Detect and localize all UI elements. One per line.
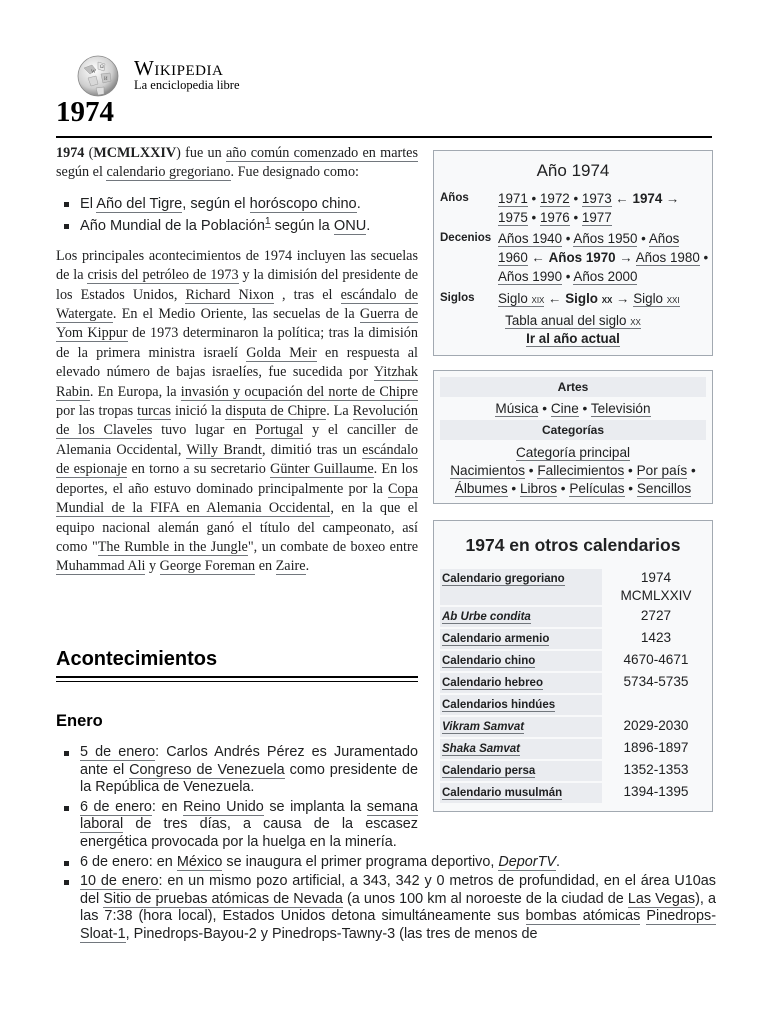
page-title: 1974 (56, 96, 114, 128)
text: y el canciller de Alemania Occidental, (56, 422, 418, 458)
separator: • (538, 401, 551, 416)
link-las-vegas[interactable]: Las Vegas (627, 890, 696, 907)
text: El (80, 195, 97, 212)
row-value (498, 289, 710, 310)
row-value (498, 189, 710, 227)
link-yitzhak-rabin[interactable]: Yitzhak Rabin (56, 364, 418, 400)
text: según la (270, 217, 334, 234)
text: . (356, 195, 361, 212)
link-5-enero[interactable]: 5 de enero (80, 744, 156, 760)
separator: • (624, 481, 637, 496)
arrow-left: ← (611, 191, 633, 206)
infobox-title: Año 1974 (536, 161, 610, 180)
svg-text:W: W (91, 70, 96, 75)
link-calendario-persa[interactable]: Calendario persa (442, 765, 536, 777)
link-calendario-musulman[interactable]: Calendario musulmán (442, 787, 563, 799)
text: . La (326, 403, 353, 420)
list-item (56, 854, 716, 872)
list-item (56, 744, 418, 797)
link-albumes[interactable]: Álbumes (454, 481, 508, 496)
table-row (440, 607, 708, 627)
wikipedia-globe-icon (74, 52, 122, 98)
bold-roman-year: MCMLXXIV (93, 145, 177, 161)
text: , en la que el equipo nacional alemán ganó el título del campeonato, así como " (56, 500, 418, 555)
wikipedia-tagline: La enciclopedia libre (134, 78, 240, 92)
separator: • (569, 191, 582, 206)
band-categorias: Categorías (440, 420, 706, 440)
separator: • (562, 269, 574, 284)
row-value (498, 229, 710, 286)
separator: • (527, 210, 540, 225)
calendar-label (440, 569, 602, 605)
link-portugal[interactable]: Portugal (255, 422, 304, 439)
link-richard-nixon[interactable]: Richard Nixon (185, 286, 274, 303)
link-fallecimientos[interactable]: Fallecimientos (537, 463, 625, 478)
list-item (80, 193, 418, 215)
section-divider (56, 676, 418, 682)
link-calendario-gregoriano-box[interactable]: Calendario gregoriano (442, 573, 565, 585)
link-anios-1980[interactable]: Años 1980 (635, 250, 700, 265)
table-row (440, 783, 708, 803)
wikipedia-wordmark: Wikipedia (134, 56, 224, 80)
calendar-label (440, 739, 602, 759)
link-crisis-petroleo[interactable]: crisis del petróleo de 1973 (87, 267, 239, 284)
calendar-value (602, 569, 708, 605)
calendar-value: 1896-1897 (623, 740, 689, 755)
link-yom-kippur[interactable]: Guerra de Yom Kippur (56, 306, 418, 342)
text: : Carlos Andrés Pérez es Juramentado ante el (80, 744, 418, 778)
arrow-right: → (612, 291, 634, 306)
text: Tabla anual del siglo (505, 313, 631, 328)
infobox-other-calendars (433, 520, 713, 812)
separator: • (687, 463, 696, 478)
table-row (440, 739, 708, 759)
link-sencillos[interactable]: Sencillos (636, 481, 692, 496)
infobox-title: 1974 en otros calendarios (465, 535, 681, 555)
band-artes: Artes (440, 377, 706, 397)
separator: • (507, 481, 520, 496)
text: , dimitió tras un (261, 441, 363, 458)
separator: • (569, 210, 582, 225)
separator: • (699, 250, 709, 265)
text: . En los deportes, el año estuvo dominado principalmente por la (56, 461, 418, 497)
calendar-label (440, 717, 602, 737)
text: Los principales acontecimientos de 1974 incluyen las secuelas de la (56, 247, 418, 284)
link-golda-meir[interactable]: Golda Meir (246, 344, 317, 361)
separator: • (637, 231, 649, 246)
text: en (255, 558, 276, 575)
arrow-left: ← (544, 291, 566, 306)
link-sitio-pruebas-nevada[interactable]: Sitio de pruebas atómicas de Nevada (103, 890, 343, 907)
text: tuvo lugar en (152, 422, 256, 439)
infobox-categories (433, 370, 713, 504)
designations-list (56, 193, 418, 237)
calendar-value: 1352-1353 (623, 762, 689, 777)
link-vikram-samvat[interactable]: Vikram Samvat (442, 721, 525, 733)
link-pinedrops-sloat[interactable]: Pinedrops-Sloat-1 (80, 908, 716, 942)
link-nacimientos[interactable]: Nacimientos (450, 463, 526, 478)
current-year: 1974 (632, 191, 663, 206)
separator: • (578, 401, 591, 416)
text: , tras el (273, 286, 341, 303)
row-label: Siglos (440, 292, 475, 304)
calendar-value: 1423 (640, 630, 672, 645)
calendar-value (602, 695, 708, 715)
link-anios-1950[interactable]: Años 1950 (573, 231, 638, 246)
link-watergate[interactable]: escándalo de Watergate (56, 286, 418, 323)
link-libros[interactable]: Libros (519, 481, 557, 496)
calendar-label (440, 761, 602, 781)
link-calendario-chino[interactable]: Calendario chino (442, 655, 536, 667)
text: (a unos 100 km al noroeste de la ciudad de (342, 890, 628, 907)
link-siglo-xxi[interactable] (633, 291, 679, 307)
infobox-year-navigation (433, 150, 713, 356)
text: 6 de enero: en (80, 853, 177, 870)
link-reino-unido[interactable]: Reino Unido (183, 798, 264, 815)
text: inició la (171, 403, 226, 420)
intro-paragraph-2 (56, 247, 418, 577)
text: se implanta la (263, 798, 367, 815)
link-copa-mundial[interactable]: Copa Mundial de la FIFA en Alemania Occidental (56, 480, 418, 517)
artes-links (440, 400, 706, 418)
link-tabla-anual-siglo-xx[interactable] (505, 313, 641, 329)
text: por las tropas (56, 403, 138, 420)
text: . (555, 853, 560, 870)
link-ab-urbe-condita[interactable]: Ab Urbe condita (442, 611, 531, 623)
wikipedia-logo[interactable] (74, 52, 274, 98)
text: Año Mundial de la Población (80, 217, 265, 234)
calendar-value: 1394-1395 (623, 784, 689, 799)
text: y la dimisión del presidente de los Estados Unidos, (56, 267, 418, 303)
arrow-right: → (662, 191, 680, 206)
text: ), a las 7:38 (hora local), Estados Unidos detona simultáneamente sus (80, 890, 717, 925)
text: MCMLXXIV (620, 588, 692, 603)
text: y (145, 558, 160, 575)
calendar-label (440, 651, 602, 671)
link-disputa-chipre[interactable]: disputa de Chipre (225, 403, 327, 420)
link-anios-1940[interactable]: Años 1940 (498, 231, 563, 246)
table-row (440, 629, 708, 649)
categorias-links (440, 444, 706, 498)
link-cine[interactable]: Cine (550, 401, 579, 416)
text: . Fue designado como: (230, 164, 359, 181)
link-1972[interactable]: 1972 (539, 191, 570, 206)
link-1975[interactable]: 1975 (498, 210, 528, 225)
link-anio-comun[interactable]: año común comenzado en martes (225, 145, 418, 161)
link-1973[interactable]: 1973 (581, 191, 612, 206)
current-century (565, 291, 612, 306)
link-calendario-gregoriano[interactable]: calendario gregoriano (106, 164, 231, 181)
row-label: Decenios (440, 232, 492, 244)
link-anios-2000[interactable]: Años 2000 (573, 269, 638, 284)
arrow-left: ← (527, 250, 549, 265)
current-decade: Años 1970 (548, 250, 616, 265)
link-1977[interactable]: 1977 (581, 210, 612, 225)
text: : en (151, 798, 184, 815)
text: según el (56, 164, 107, 181)
link-escandalo-espionaje[interactable]: escándalo de espionaje (56, 441, 418, 478)
text: ) fue un (176, 145, 226, 161)
text: de 1973 determinaron la política; tras la dimisión de la primera ministra israelí (56, 325, 418, 361)
calendar-label (440, 673, 602, 693)
text: ", un combate de boxeo entre (247, 538, 418, 555)
link-mexico[interactable]: México (176, 853, 223, 870)
link-calendarios-hindues[interactable]: Calendarios hindúes (442, 699, 556, 711)
table-row (440, 651, 708, 671)
table-row (440, 695, 708, 715)
table-row (440, 761, 708, 781)
link-zaire[interactable]: Zaire (275, 558, 306, 575)
link-revolucion-claveles[interactable]: Revolución de los Claveles (56, 403, 418, 439)
list-item (56, 873, 716, 943)
calendar-value: 2029-2030 (623, 718, 689, 733)
link-anios-1960[interactable]: Años 1960 (498, 231, 680, 265)
link-willy-brandt[interactable]: Willy Brandt (186, 441, 262, 458)
link-invasion-chipre[interactable]: invasión y ocupación del norte de Chipre (180, 383, 419, 400)
table-row (440, 673, 708, 693)
ir-al-anio-actual (434, 329, 712, 348)
text: como presidente de la República de Venezuela. (80, 761, 418, 796)
separator: • (557, 481, 570, 496)
calendar-label (440, 629, 602, 649)
link-rumble-jungle[interactable]: The Rumble in the Jungle (97, 538, 248, 555)
link-siglo-xix[interactable] (498, 291, 544, 307)
calendar-label (440, 607, 602, 627)
link-television[interactable]: Televisión (590, 401, 651, 416)
row-label: Años (440, 192, 469, 204)
text: , Pinedrops-Bayou-2 y Pinedrops-Tawny-3 (las tres de menos de (125, 925, 538, 942)
link-gunter-guillaume[interactable]: Günter Guillaume (270, 461, 374, 478)
text: Siglo (498, 291, 532, 306)
text: xxi (666, 294, 680, 306)
text: xx (601, 294, 613, 306)
link-shaka-samvat[interactable]: Shaka Samvat (442, 743, 520, 755)
text: . En Europa, la (89, 383, 181, 400)
link-anios-1990[interactable]: Años 1990 (498, 269, 563, 284)
intro-paragraph-1 (56, 144, 418, 183)
svg-text:Ω: Ω (100, 65, 104, 70)
calendar-value: 5734-5735 (623, 674, 689, 689)
link-ir-al-anio-actual[interactable]: Ir al año actual (526, 331, 620, 346)
link-1971[interactable]: 1971 (498, 191, 528, 206)
bold-year: 1974 (56, 145, 85, 161)
link-1976[interactable]: 1976 (539, 210, 570, 225)
link-congreso-venezuela[interactable]: Congreso de Venezuela (129, 761, 285, 778)
link-peliculas[interactable]: Películas (569, 481, 625, 496)
link-horoscopo-chino[interactable]: horóscopo chino (249, 195, 357, 212)
link-turcas[interactable]: turcas (137, 403, 172, 420)
link-muhammad-ali[interactable]: Muhammad Ali (56, 558, 146, 575)
separator: • (527, 191, 540, 206)
link-bombas-atomicas[interactable]: bombas atómicas (525, 908, 641, 925)
text: de tres días, a causa de la escasez energética provocada por la huelga en la minería. (80, 816, 418, 850)
separator: • (562, 231, 574, 246)
text: . En el Medio Oriente, las secuelas de la (112, 306, 360, 323)
link-calendario-hebreo[interactable]: Calendario hebreo (442, 677, 543, 689)
reference-1[interactable]: 1 (264, 215, 271, 227)
subsection-heading-enero: Enero (56, 712, 103, 730)
text: : en un mismo pozo artificial, a 343, 342 y 0 metros de profundidad, en el área U10as del (80, 873, 716, 907)
calendar-value: 4670-4671 (623, 652, 689, 667)
section-heading-acontecimientos: Acontecimientos (56, 648, 218, 670)
link-musica[interactable]: Música (495, 401, 539, 416)
link-categoria-principal[interactable]: Categoría principal (515, 445, 631, 460)
text: Siglo (565, 291, 602, 306)
article-intro (56, 144, 418, 585)
text: ( (84, 145, 94, 161)
text: . (305, 558, 310, 575)
table-row (440, 717, 708, 737)
list-item (80, 215, 418, 237)
calendar-label (440, 695, 602, 715)
separator: • (624, 463, 637, 478)
text: xx (630, 316, 641, 328)
arrow-right: → (615, 250, 636, 265)
list-item (56, 799, 418, 852)
text: Siglo (633, 291, 667, 306)
link-calendario-armenio[interactable]: Calendario armenio (442, 633, 550, 645)
text: se inaugura el primer programa deportivo, (222, 853, 499, 870)
link-onu[interactable]: ONU (333, 217, 367, 234)
text: . (366, 217, 371, 234)
text: xix (531, 294, 545, 306)
calendar-value: 2727 (640, 608, 672, 623)
link-deportv[interactable]: DeporTV (498, 853, 556, 870)
calendars-table (440, 567, 708, 805)
calendar-label (440, 783, 602, 803)
link-semana-laboral[interactable]: semana laboral (80, 798, 418, 833)
text: en torno a su secretario (127, 461, 271, 478)
table-row (440, 569, 708, 605)
title-divider (56, 136, 712, 138)
link-anio-del-tigre[interactable]: Año del Tigre (96, 195, 183, 212)
link-10-enero[interactable]: 10 de enero (80, 873, 159, 890)
svg-text:И: И (104, 77, 108, 82)
link-6-enero[interactable]: 6 de enero (80, 798, 152, 815)
link-george-foreman[interactable]: George Foreman (159, 558, 256, 575)
text: en respuesta al elevado número de bajas israelíes, fue sucedida por (56, 344, 418, 381)
link-por-pais[interactable]: Por país (636, 463, 688, 478)
separator: • (525, 463, 538, 478)
text: , según el (182, 195, 250, 212)
text: 1974 (640, 570, 672, 585)
